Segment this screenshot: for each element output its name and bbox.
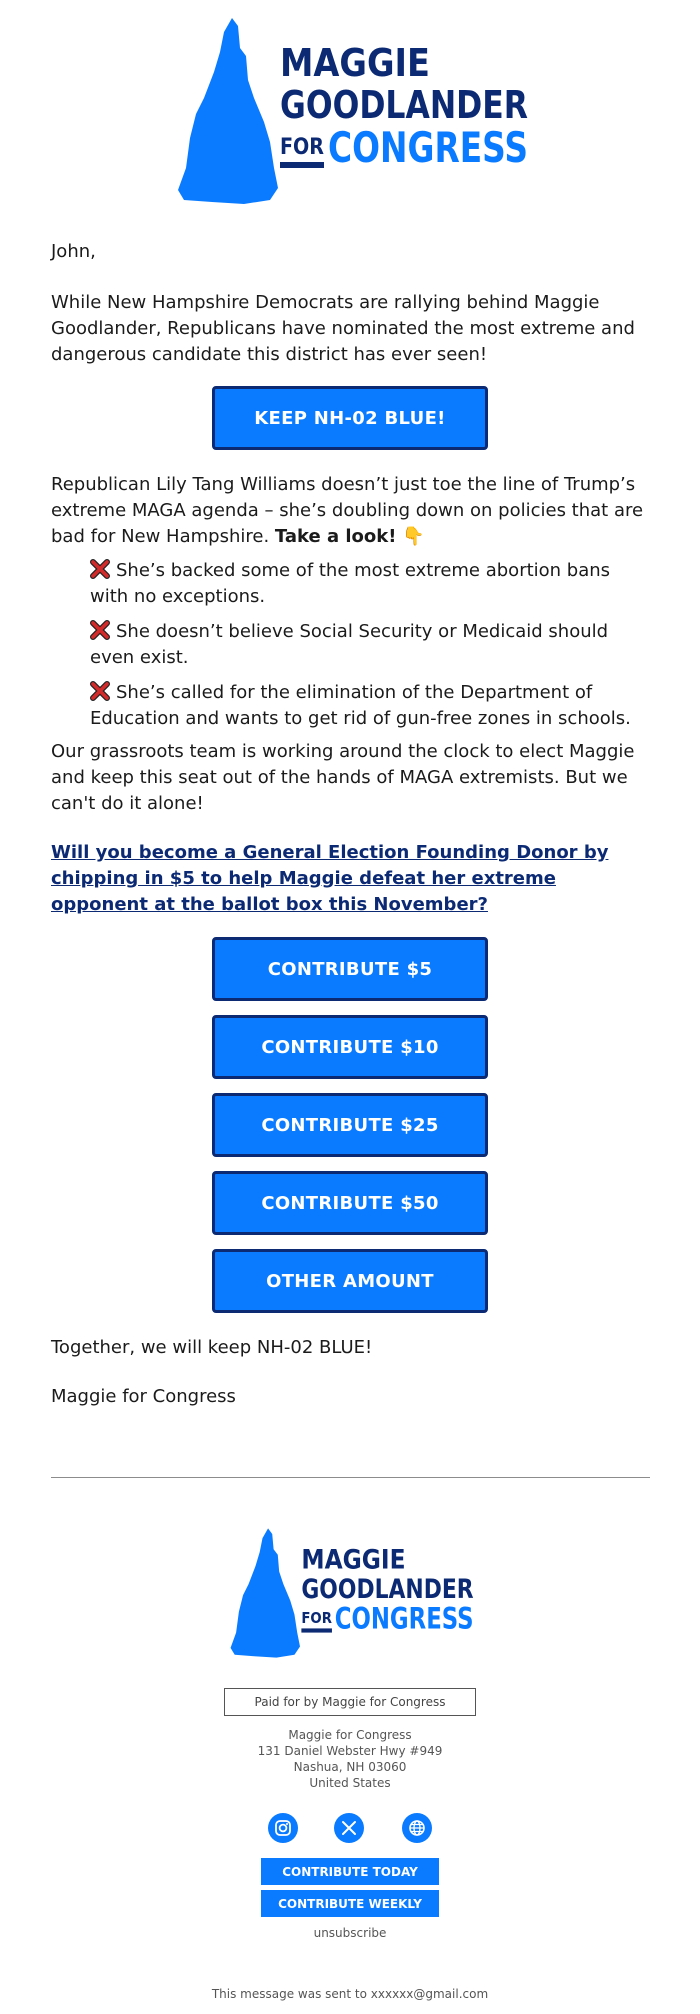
address-line: Maggie for Congress xyxy=(288,1728,412,1742)
instagram-icon[interactable] xyxy=(268,1813,298,1843)
address-line: Nashua, NH 03060 xyxy=(293,1760,407,1774)
contribute-weekly-button[interactable]: CONTRIBUTE WEEKLY xyxy=(261,1890,439,1917)
mailing-address xyxy=(0,1727,700,1791)
logo-line-goodlander: GOODLANDER xyxy=(280,83,528,127)
address-line: United States xyxy=(309,1776,391,1790)
other-amount-button[interactable]: OTHER AMOUNT xyxy=(212,1249,488,1313)
contribute-50-button[interactable]: CONTRIBUTE $50 xyxy=(212,1171,488,1235)
logo-line-maggie: MAGGIE xyxy=(280,41,430,85)
opponent-positions-list xyxy=(90,558,650,741)
logo-line-congress: CONGRESS xyxy=(328,123,528,172)
list-item: She’s backed some of the most extreme abortion bans with no exceptions. xyxy=(90,560,611,607)
closing-line: Together, we will keep NH-02 BLUE! xyxy=(51,1337,373,1358)
footer-logo xyxy=(0,1528,700,1658)
contribute-25-button[interactable]: CONTRIBUTE $25 xyxy=(212,1093,488,1157)
sent-to-notice: This message was sent to xxxxxx@gmail.com xyxy=(211,1987,489,2001)
intro-paragraph: While New Hampshire Democrats are rallying behind Maggie Goodlander, Republicans have nominated the most extreme and dangerous candidate this district has ever seen! xyxy=(51,292,635,365)
paid-for-disclaimer: Paid for by Maggie for Congress xyxy=(224,1688,476,1716)
signoff: Maggie for Congress xyxy=(51,1386,236,1407)
pointing-down-emoji: 👇 xyxy=(402,526,425,547)
opponent-paragraph xyxy=(51,472,651,550)
list-item: She’s called for the elimination of the Department of Education and wants to get rid of gun-free zones in schools. xyxy=(90,682,631,729)
new-hampshire-map-icon xyxy=(178,18,278,204)
new-hampshire-map-icon xyxy=(231,1528,300,1657)
x-icon[interactable] xyxy=(334,1813,364,1843)
opponent-paragraph-text: Republican Lily Tang Williams doesn’t just toe the line of Trump’s extreme MAGA agenda – she’s doubling down on policies that are bad for New Hampshire. xyxy=(51,474,644,547)
unsubscribe-link[interactable]: unsubscribe xyxy=(313,1926,387,1940)
address-line: 131 Daniel Webster Hwy #949 xyxy=(257,1744,443,1758)
founding-donor-link[interactable]: Will you become a General Election Founding Donor by chipping in $5 to help Maggie defeat her extreme opponent at the ballot box this November? xyxy=(51,842,609,915)
red-x-icon xyxy=(90,620,110,640)
footer-logo-line-maggie: MAGGIE xyxy=(301,1545,406,1576)
header-logo xyxy=(0,18,700,204)
globe-icon[interactable] xyxy=(402,1813,432,1843)
list-item: She doesn’t believe Social Security or Medicaid should even exist. xyxy=(90,621,609,668)
footer-divider xyxy=(51,1477,650,1478)
take-a-look: Take a look! xyxy=(274,526,397,547)
contribute-today-button[interactable]: CONTRIBUTE TODAY xyxy=(261,1858,439,1885)
contribute-10-button[interactable]: CONTRIBUTE $10 xyxy=(212,1015,488,1079)
footer-logo-line-goodlander: GOODLANDER xyxy=(301,1574,474,1605)
logo-for: FOR xyxy=(280,135,325,160)
contribute-5-button[interactable]: CONTRIBUTE $5 xyxy=(212,937,488,1001)
grassroots-paragraph: Our grassroots team is working around the clock to elect Maggie and keep this seat out of the hands of MAGA extremists. But we can't do it alone! xyxy=(51,741,635,814)
salutation: John, xyxy=(51,241,96,262)
red-x-icon xyxy=(90,681,110,701)
footer-logo-for: FOR xyxy=(301,1608,333,1627)
footer-logo-line-congress: CONGRESS xyxy=(334,1601,474,1636)
keep-blue-button[interactable]: KEEP NH-02 BLUE! xyxy=(212,386,488,450)
red-x-icon xyxy=(90,559,110,579)
